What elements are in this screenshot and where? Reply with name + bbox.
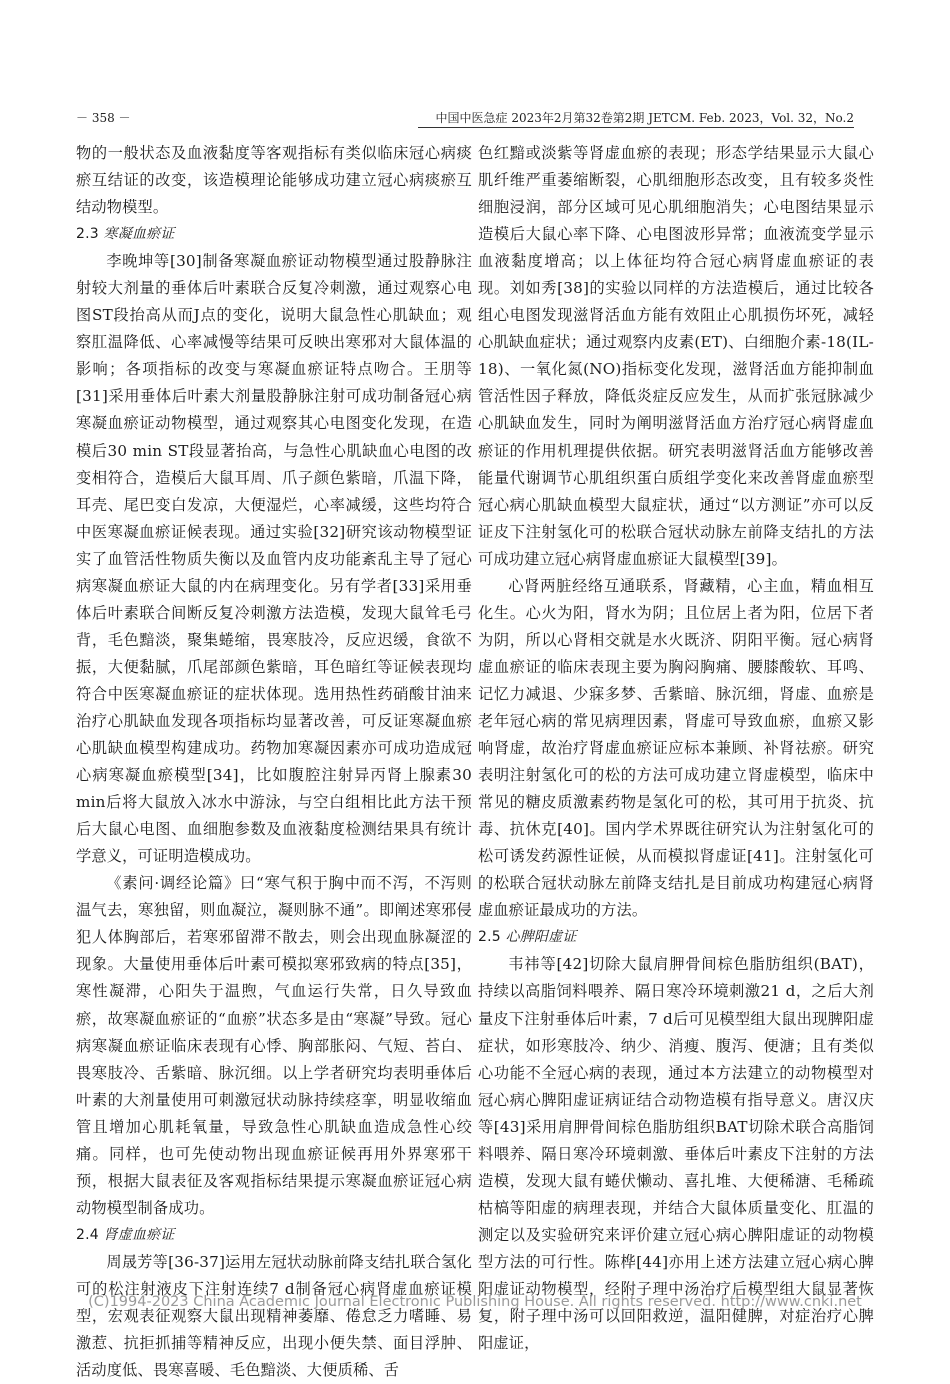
section-heading-2-5: [478, 924, 874, 951]
section-title: 心脾阳虚证: [505, 929, 577, 946]
paragraph: 韦祎等[42]切除大鼠肩胛骨间棕色脂肪组织(BAT)，持续以高脂饲料喂养、隔日寒冷环境刺激21 d，之后大剂量皮下注射垂体后叶素，7 d后可见模型组大鼠出现脾阳虚症状，如形寒肢冷、纳少、消瘦、腹泻、便溏；且有类似心功能不全冠心病的表现，通过本方法建立的动物模型对冠心病心脾阳虚证病证结合动物造模有指导意义。唐汉庆等[43]采用肩胛骨间棕色脂肪组织BAT切除术联合高脂饲料喂养、隔日寒冷环境刺激、垂体后叶素皮下注射的方法造模，发现大鼠有蜷伏懒动、喜扎堆、大便稀溏、毛稀疏枯槁等阳虚的病理表现，并结合大鼠体质量变化、肛温的测定以及实验研究来评价建立冠心病心脾阳虚证的动物模型方法的可行性。陈桦[44]亦用上述方法建立冠心病心脾阳虚证动物模型，经附子理中汤治疗后模型组大鼠显著恢复，附子理中汤可以回阳救逆，温阳健脾，对症治疗心脾阳虚证，: [478, 955, 874, 1353]
section-heading-2-3: [76, 221, 472, 248]
section-title: 寒凝血瘀证: [103, 226, 175, 243]
paragraph: 周晟芳等[36-37]运用左冠状动脉前降支结扎联合氢化可的松注射液皮下注射连续7 d制备冠心病肾虚血瘀证模型，宏观表征观察大鼠出现精神萎靡、倦怠乏力嗜睡、易激惹、抗拒抓捕等精神反应，出现小便失禁、面目浮肿、活动度低、畏寒喜暖、毛色黯淡、大便质稀、舌: [76, 1252, 472, 1380]
page-header: [76, 109, 854, 129]
page-number: － 358 －: [76, 111, 131, 125]
section-title: 肾虚血瘀证: [103, 1226, 175, 1243]
section-heading-2-4: [76, 1222, 472, 1249]
left-column: [76, 140, 472, 1384]
paragraph: 物的一般状态及血液黏度等客观指标有类似临床冠心病痰瘀互结证的改变，该造模理论能够成功建立冠心病痰瘀互结动物模型。: [76, 144, 472, 217]
section-number: 2.4: [76, 1226, 99, 1243]
header-rule: [418, 127, 854, 128]
journal-info: 中国中医急症 2023年2月第32卷第2期 JETCM. Feb. 2023，Vol. 32，No.2: [435, 111, 854, 125]
paragraph: 《素问·调经论篇》曰“寒气积于胸中而不泻，不泻则温气去，寒独留，则血凝泣，凝则脉不通”。即阐述寒邪侵犯人体胸部后，若寒邪留滞不散去，则会出现血脉凝涩的现象。大量使用垂体后叶素可模拟寒邪致病的特点[35]，寒性凝滞，心阳失于温煦，气血运行失常，日久导致血瘀，故寒凝血瘀证的“血瘀”状态多是由“寒凝”导致。冠心病寒凝血瘀证临床表现有心悸、胸部胀闷、气短、苔白、畏寒肢冷、舌紫暗、脉沉细。以上学者研究均表明垂体后叶素的大剂量使用可刺激冠状动脉持续痉挛，明显收缩血管且增加心肌耗氧量，导致急性心肌缺血造成急性心绞痛。同样，也可先使动物出现血瘀证候再用外界寒邪干预，根据大鼠表征及客观指标结果提示寒凝血瘀证冠心病动物模型制备成功。: [76, 874, 472, 1217]
paragraph: 李晚坤等[30]制备寒凝血瘀证动物模型通过股静脉注射较大剂量的垂体后叶素联合反复冷刺激，通过观察心电图ST段抬高从而J点的变化，说明大鼠急性心肌缺血；观察肛温降低、心率减慢等结果可反映出寒邪对大鼠体温的影响；各项指标的改变与寒凝血瘀证特点吻合。王朋等[31]采用垂体后叶素大剂量股静脉注射可成功制备冠心病寒凝血瘀证动物模型，通过观察其心电图变化发现，在造模后30 min ST段显著抬高，与急性心肌缺血心电图的改变相符合，造模后大鼠耳周、爪子颜色紫暗，爪温下降，耳壳、尾巴变白发凉，大便湿烂，心率减缓，这些均符合中医寒凝血瘀证候表现。通过实验[32]研究该动物模型证实了血管活性物质失衡以及血管内皮功能紊乱主导了冠心病寒凝血瘀证大鼠的内在病理变化。另有学者[33]采用垂体后叶素联合间断反复冷刺激方法造模，发现大鼠耸毛弓背，毛色黯淡，聚集蜷缩，畏寒肢冷，反应迟缓，食欲不振，大便黏腻，爪尾部颜色紫暗，耳色暗红等证候表现均符合中医寒凝血瘀证的症状体现。选用热性药硝酸甘油来治疗心肌缺血发现各项指标均显著改善，可反证寒凝血瘀心肌缺血模型构建成功。药物加寒凝因素亦可成功造成冠心病寒凝血瘀模型[34]，比如腹腔注射异丙肾上腺素30 min后将大鼠放入冰水中游泳，与空白组相比此方法干预后大鼠心电图、血细胞参数及血液黏度检测结果具有统计学意义，可证明造模成功。: [76, 252, 472, 866]
copyright-footer: (C)1994-2023 China Academic Journal Electronic Publishing House. All rights reserved. http://www.cnki.net: [88, 1294, 862, 1310]
right-column: [478, 140, 874, 1357]
paragraph: 心肾两脏经络互通联系，肾藏精，心主血，精血相互化生。心火为阳，肾水为阴；且位居上者为阳，位居下者为阴，所以心肾相交就是水火既济、阴阳平衡。冠心病肾虚血瘀证的临床表现主要为胸闷胸痛、腰膝酸软、耳鸣、记忆力减退、少寐多梦、舌紫暗、脉沉细，肾虚、血瘀是老年冠心病的常见病理因素，肾虚可导致血瘀，血瘀又影响肾虚，故治疗肾虚血瘀证应标本兼顾、补肾祛瘀。研究表明注射氢化可的松的方法可成功建立肾虚模型，临床中常见的糖皮质激素药物是氢化可的松，其可用于抗炎、抗毒、抗休克[40]。国内学术界既往研究认为注射氢化可的松可诱发药源性证候，从而模拟肾虚证[41]。注射氢化可的松联合冠状动脉左前降支结扎是目前成功构建冠心病肾虚血瘀证最成功的方法。: [478, 576, 874, 920]
paragraph: 色红黯或淡紫等肾虚血瘀的表现；形态学结果显示大鼠心肌纤维严重萎缩断裂，心肌细胞形态改变，且有较多炎性细胞浸润，部分区域可见心肌细胞消失；心电图结果显示造模后大鼠心率下降、心电图波形异常；血液流变学显示血液黏度增高；以上体征均符合冠心病肾虚血瘀证的表现。刘如秀[38]的实验以同样的方法造模后，通过比较各组心电图发现滋肾活血方能有效阻止心肌损伤坏死，减轻心肌缺血症状；通过观察内皮素(ET)、白细胞介素-18(IL-18)、一氧化氮(NO)指标变化发现，滋肾活血方能抑制血管活性因子释放，降低炎症反应发生，从而扩张冠脉减少心肌缺血发生，同时为阐明滋肾活血方治疗冠心病肾虚血瘀证的作用机理提供依据。研究表明滋肾活血方能够改善能量代谢调节心肌组织蛋白质组学变化来改善肾虚血瘀型冠心病心肌缺血模型大鼠症状，通过“以方测证”亦可以反证皮下注射氢化可的松联合冠状动脉左前降支结扎的方法可成功建立冠心病肾虚血瘀证大鼠模型[39]。: [478, 144, 874, 568]
section-number: 2.5: [478, 929, 501, 946]
section-number: 2.3: [76, 226, 99, 243]
